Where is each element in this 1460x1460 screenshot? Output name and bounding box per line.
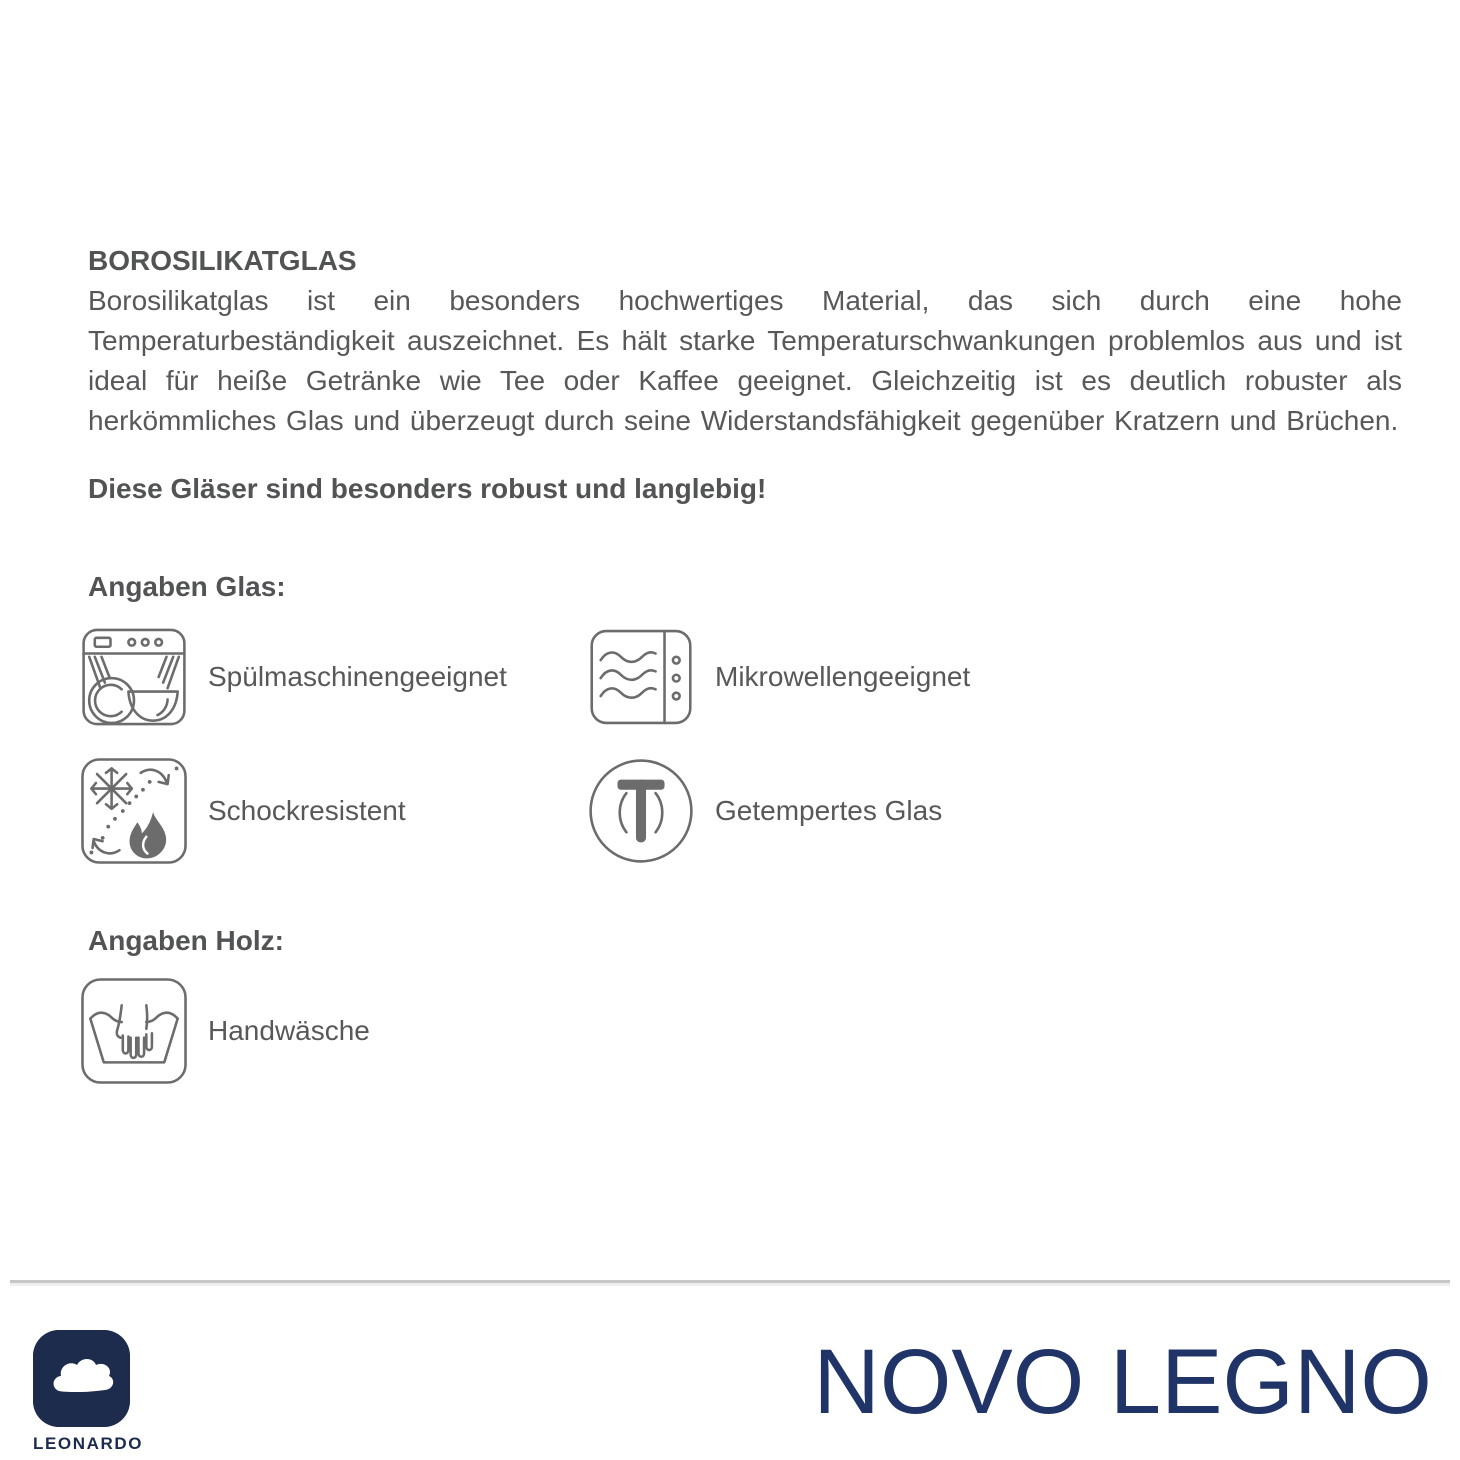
feature-shock-resistant <box>78 755 585 867</box>
description-block <box>88 241 1402 1087</box>
tempered-glass-icon <box>585 755 697 867</box>
feature-label: Schockresistent <box>208 795 406 826</box>
feature-label: Getempertes Glas <box>715 795 943 826</box>
microwave-safe-icon <box>585 621 697 733</box>
hand-wash-icon <box>78 975 190 1087</box>
durability-highlight: Diese Gläser sind besonders robust und langlebig! <box>88 473 767 504</box>
feature-label: Spülmaschinengeeignet <box>208 661 507 692</box>
brand-logo-block <box>33 1330 144 1454</box>
glass-features-grid <box>78 621 1402 867</box>
feature-label: Mikrowellengeeignet <box>715 661 971 692</box>
brand-name: LEONARDO <box>33 1434 144 1453</box>
feature-hand-wash <box>78 975 585 1087</box>
material-heading: BOROSILIKATGLAS <box>88 245 357 276</box>
section-title-glass: Angaben Glas: <box>88 571 286 602</box>
footer-divider <box>10 1280 1450 1283</box>
dishwasher-safe-icon <box>78 621 190 733</box>
feature-tempered-glass <box>585 755 970 867</box>
wood-features-grid <box>78 975 1402 1087</box>
shock-resistant-icon <box>78 755 190 867</box>
feature-microwave-safe <box>585 621 970 733</box>
series-name: NOVO LEGNO <box>813 1331 1432 1433</box>
material-description: Borosilikatglas ist ein besonders hochwertiges Material, das sich durch eine hohe Temperaturbeständigkeit auszeichnet. Es hält starke Temperaturschwankungen problemlos aus und ist ideal für heiße Getränke wie Tee oder Kaffee geeignet. Gleichzeitig ist es deutlich robuster als herkömmliches Glas und überzeugt durch seine Widerstandsfähigkeit gegenüber Kratzern und Brüchen. <box>88 285 1402 436</box>
section-title-wood: Angaben Holz: <box>88 925 284 956</box>
feature-label: Handwäsche <box>208 1015 370 1046</box>
leonardo-cloud-logo-icon <box>33 1330 130 1427</box>
feature-dishwasher-safe <box>78 621 585 733</box>
